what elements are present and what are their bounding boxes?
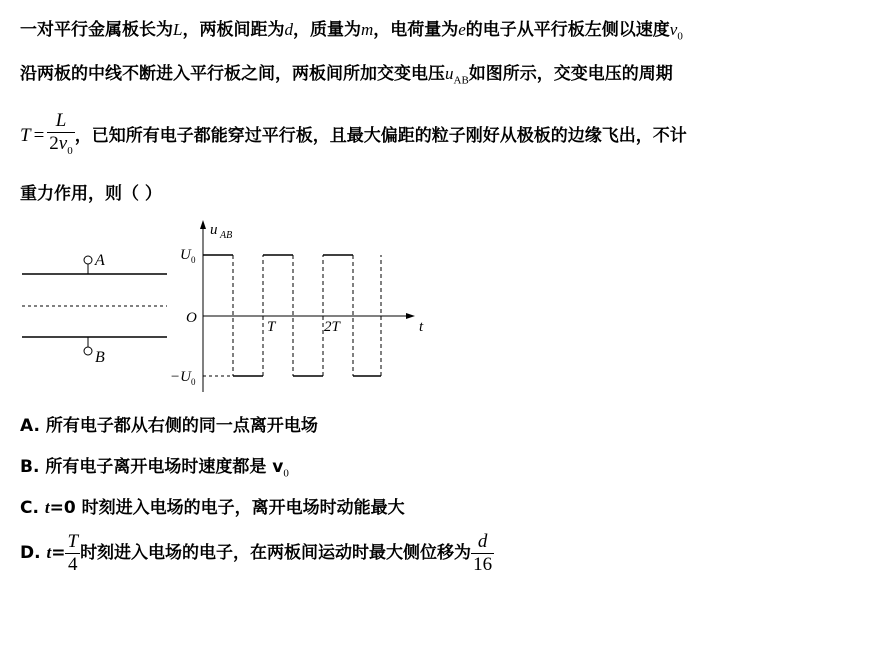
text: 一对平行金属板长为: [20, 20, 173, 40]
fraction-d-over-16: [471, 531, 494, 576]
var-t: t: [46, 543, 52, 562]
axis-label-u-sub: AB: [220, 230, 233, 241]
text: ，电荷量为: [373, 20, 459, 40]
fraction-numerator: L: [47, 110, 74, 133]
label-2T: 2T: [324, 319, 340, 335]
text: ，已知所有电子都能穿过平行板，且最大偏距的粒子刚好从极板的边缘飞出，不计: [74, 125, 687, 146]
var-d: d: [284, 20, 293, 39]
fraction-denominator: 2: [49, 133, 59, 154]
var-e: e: [458, 20, 466, 39]
text: ，两板间距为: [182, 20, 285, 40]
y-axis-arrow: [200, 220, 206, 229]
equals: =: [51, 543, 66, 563]
label-negU0: −U: [170, 369, 191, 385]
subscript: 0: [67, 144, 73, 157]
fraction-denominator: 16: [473, 553, 493, 575]
subscript: 0: [677, 30, 683, 43]
fraction-numerator: d: [471, 531, 494, 554]
subscript: 0: [283, 467, 289, 480]
axis-label-u: u: [210, 222, 218, 238]
text: 沿两板的中线不断进入平行板之间，两板间所加交变电压: [20, 64, 445, 84]
text: 如图所示，交变电压的周期: [468, 64, 673, 84]
option-D[interactable]: [20, 530, 494, 576]
var-u: u: [445, 64, 454, 83]
subscript: AB: [453, 74, 469, 87]
option-B[interactable]: [20, 456, 289, 484]
label-negU0-sub: 0: [191, 377, 196, 387]
option-C[interactable]: [20, 497, 405, 519]
label-B: B: [95, 349, 105, 366]
fraction-numerator: T: [67, 530, 79, 552]
text: ，质量为: [292, 20, 361, 40]
text: 的电子从平行板左侧以速度: [465, 20, 670, 40]
terminal-B: [84, 347, 92, 355]
label-A: A: [95, 252, 105, 269]
x-axis-arrow: [406, 313, 415, 319]
option-B-text: B. 所有电子离开电场时速度都是 v: [20, 457, 284, 477]
fraction-denominator: 4: [68, 553, 78, 575]
fraction-denominator-v: v: [58, 133, 68, 154]
var-m: m: [360, 20, 374, 39]
option-D-text: 时刻进入电场的电子，在两板间运动时最大侧位移为: [80, 543, 472, 563]
option-A[interactable]: [20, 415, 318, 437]
option-A-text: A. 所有电子都从右侧的同一点离开电场: [20, 416, 318, 436]
option-D-prefix: D.: [20, 543, 47, 563]
text: 重力作用，则（ ）: [20, 184, 162, 204]
var-t: t: [44, 498, 50, 517]
option-C-prefix: C.: [20, 498, 45, 518]
label-origin: O: [186, 310, 197, 326]
formula-T: T: [20, 124, 31, 146]
var-v0: v: [669, 20, 678, 39]
label-U0-sub: 0: [191, 255, 196, 265]
formula-eq: =: [33, 124, 45, 146]
label-U0: U: [180, 247, 191, 263]
fraction-T-over-4: [65, 531, 80, 576]
var-L: L: [173, 20, 183, 39]
terminal-A: [84, 256, 92, 264]
option-C-text: =0 时刻进入电场的电子，离开电场时动能最大: [49, 498, 405, 518]
label-t: t: [419, 319, 424, 335]
label-T: T: [267, 319, 276, 335]
